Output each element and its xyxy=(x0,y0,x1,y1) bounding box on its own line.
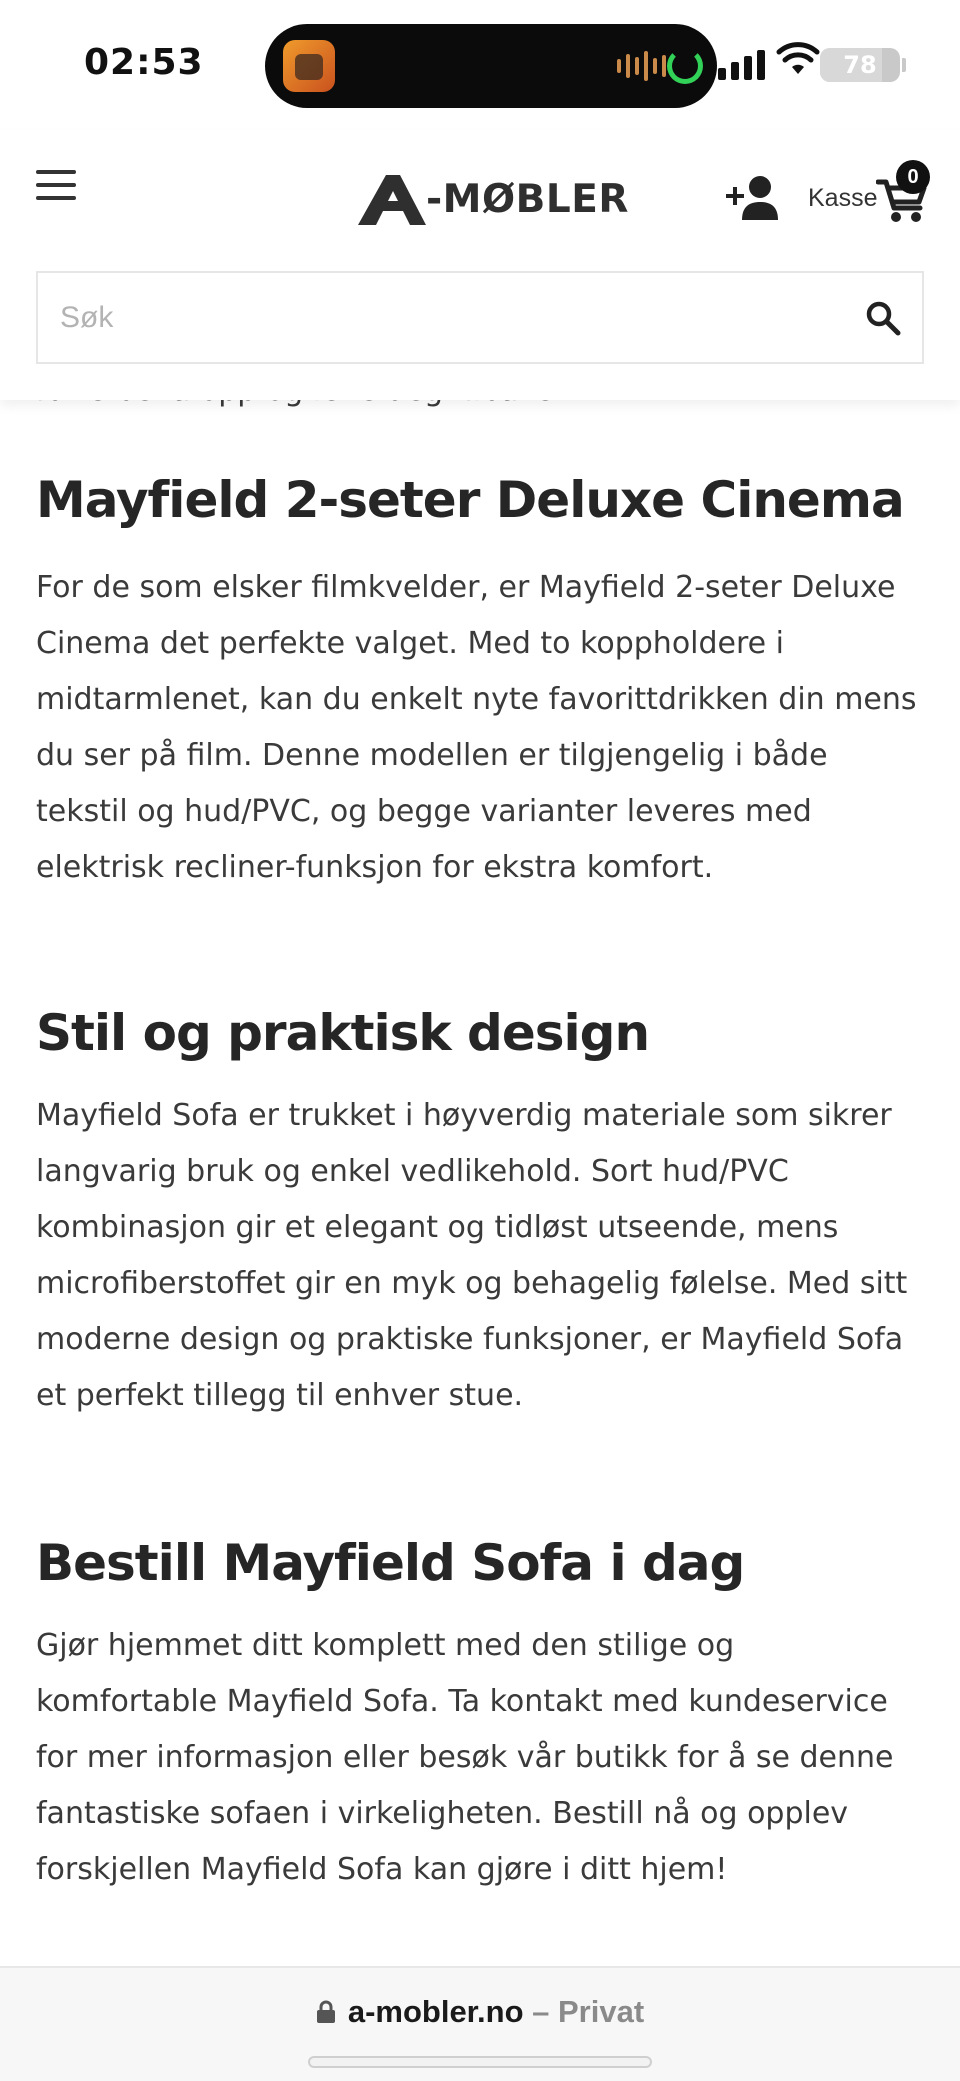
home-indicator[interactable] xyxy=(308,2056,652,2068)
wifi-icon xyxy=(776,42,820,76)
address-display[interactable] xyxy=(0,1994,960,2030)
status-bar xyxy=(0,0,960,130)
section-body-order: Gjør hjemmet ditt komplett med den stilige og komfortable Mayfield Sofa. Ta kontakt med kundeservice for mer informasjon eller besøk vår butikk for å se denne fantastiske sofaen i virkeligheten. Bestill nå og opplev forskjellen Mayfield Sofa kan gjøre i ditt hjem! xyxy=(36,1628,894,1887)
private-mode-label: Privat xyxy=(558,1994,645,2029)
cellular-signal-icon xyxy=(718,50,765,80)
browser-address-bar[interactable] xyxy=(0,1966,960,2081)
search-input[interactable] xyxy=(60,273,840,362)
section-heading-order: Bestill Mayfield Sofa i dag xyxy=(36,1534,745,1592)
lock-icon xyxy=(316,2000,336,2024)
audio-waveform-icon xyxy=(617,50,666,82)
battery-icon xyxy=(820,48,900,82)
activity-ring-icon xyxy=(667,48,703,84)
logo-text: -MØBLER xyxy=(426,176,629,222)
add-account-icon[interactable] xyxy=(724,174,780,220)
menu-button[interactable] xyxy=(36,170,76,200)
url-separator: – xyxy=(523,1994,558,2029)
checkout-label[interactable]: Kasse xyxy=(808,184,878,212)
section-body-cinema: For de som elsker filmkvelder, er Mayfield 2-seter Deluxe Cinema det perfekte valget. Med to koppholdere i midtarmlenet, kan du enkelt nyte favorittdrikken din mens du ser på film. Denne modellen er tilgjengelig i både tekstil og hud/PVC, og begge varianter leveres med elektrisk recliner-funksjon for ekstra komfort. xyxy=(36,570,917,885)
site-logo[interactable] xyxy=(356,168,629,230)
search-box xyxy=(36,271,924,364)
status-time: 02:53 xyxy=(84,42,204,83)
cart-count-badge: 0 xyxy=(896,160,930,194)
section-heading-design: Stil og praktisk design xyxy=(36,1004,650,1062)
search-icon[interactable] xyxy=(864,299,902,337)
battery-cap xyxy=(902,58,906,72)
dynamic-island[interactable] xyxy=(265,24,717,108)
logo-a-mark-icon xyxy=(356,171,428,227)
battery-level: 78 xyxy=(843,51,877,79)
section-body-design: Mayfield Sofa er trukket i høyverdig materiale som sikrer langvarig bruk og enkel vedlikehold. Sort hud/PVC kombinasjon gir et elegant og tidløst utseende, mens microfiberstoffet gir en myk og behagelig følelse. Med sitt moderne design og praktiske funksjoner, er Mayfield Sofa et perfekt tillegg til enhver stue. xyxy=(36,1098,908,1413)
url-domain: a-mobler.no xyxy=(347,1994,524,2029)
section-heading-cinema: Mayfield 2-seter Deluxe Cinema xyxy=(36,471,904,529)
now-playing-app-icon[interactable] xyxy=(283,40,335,92)
site-header xyxy=(0,130,960,400)
